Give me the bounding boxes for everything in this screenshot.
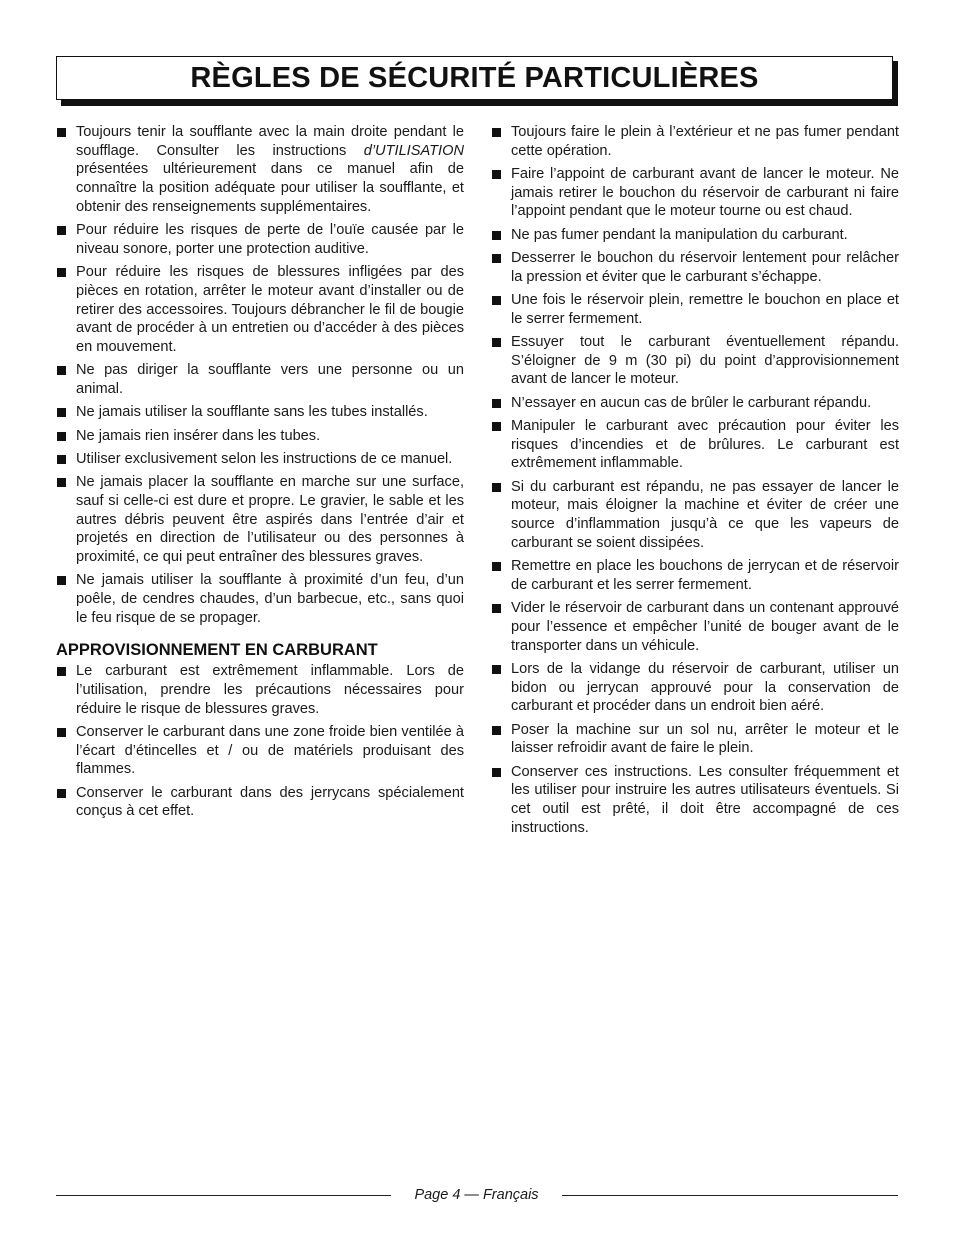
- list-item: [56, 427, 464, 446]
- item-text: Faire l’appoint de carburant avant de lancer le moteur. Ne jamais retirer le bouchon du réservoir de carburant ni faire l’appoint pendant que le moteur tourne ou est chaud.: [511, 166, 899, 220]
- list-item: [56, 123, 464, 217]
- right-column: [491, 123, 899, 842]
- square-bullet-icon: [492, 726, 501, 735]
- item-text: Utiliser exclusivement selon les instructions de ce manuel.: [76, 450, 453, 467]
- square-bullet-icon: [57, 128, 66, 137]
- item-text: Lors de la vidange du réservoir de carburant, utiliser un bidon ou jerrycan approuvé pour la conservation de carburant et procéder dans un endroit bien aéré.: [511, 660, 899, 715]
- list-item: [56, 263, 464, 357]
- square-bullet-icon: [492, 170, 501, 179]
- square-bullet-icon: [492, 604, 501, 613]
- item-text: Vider le réservoir de carburant dans un contenant approuvé pour l’essence et empêcher l’unité de bouger avant de le transporter dans un véhicule.: [511, 600, 899, 654]
- list-item: [56, 450, 464, 469]
- item-text: Remettre en place les bouchons de jerrycan et de réservoir de carburant et les serrer fermement.: [511, 558, 899, 593]
- square-bullet-icon: [492, 399, 501, 408]
- square-bullet-icon: [57, 268, 66, 277]
- square-bullet-icon: [57, 226, 66, 235]
- square-bullet-icon: [492, 254, 501, 263]
- fuel-section-heading: APPROVISIONNEMENT EN CARBURANT: [56, 641, 378, 660]
- list-item: [56, 221, 464, 258]
- item-text: Conserver le carburant dans une zone froide bien ventilée à l’écart d’étincelles et / ou de matériels produisant des flammes.: [76, 724, 464, 778]
- item-text: Poser la machine sur un sol nu, arrêter le moteur et le laisser refroidir avant de faire le plein.: [511, 721, 899, 757]
- item-text: Toujours faire le plein à l’extérieur et ne pas fumer pendant cette opération.: [511, 124, 899, 159]
- item-text-part: présentées ultérieurement dans ce manuel afin de connaître la position adéquate pour utiliser la soufflante, et obtenir des renseignements supplémentaires.: [76, 161, 464, 215]
- list-item: [491, 226, 899, 245]
- page-title: RÈGLES DE SÉCURITÉ PARTICULIÈRES: [190, 61, 759, 94]
- list-item: [491, 478, 899, 553]
- list-item: [56, 662, 464, 718]
- item-text: Pour réduire les risques de blessures infligées par des pièces en rotation, arrêter le moteur avant d’installer ou de retirer des accessoires. Toujours débrancher le fil de bougie avant de procéder à un entretien ou d’accéder à des pièces en mouvement.: [76, 264, 464, 355]
- list-item: [491, 333, 899, 389]
- item-text: N’essayer en aucun cas de brûler le carburant répandu.: [511, 394, 872, 411]
- list-item: [56, 403, 464, 422]
- square-bullet-icon: [57, 789, 66, 798]
- square-bullet-icon: [492, 768, 501, 777]
- list-item: [491, 123, 899, 160]
- square-bullet-icon: [492, 128, 501, 137]
- square-bullet-icon: [492, 562, 501, 571]
- footer-rule-left: [56, 1195, 391, 1196]
- item-text: Ne jamais placer la soufflante en marche sur une surface, sauf si celle-ci est dure et propre. Le gravier, le sable et les autres débris peuvent être aspirés dans l’entrée d’air et projetés en direction de l’utilisateur ou des personnes à proximité, ce qui peut entraîner des blessures graves.: [76, 474, 464, 565]
- list-item: [491, 660, 899, 716]
- square-bullet-icon: [57, 408, 66, 417]
- square-bullet-icon: [492, 665, 501, 674]
- item-text: Si du carburant est répandu, ne pas essayer de lancer le moteur, mais éloigner la machine et éviter de créer une source d’inflammation jusqu’à ce que les vapeurs de carburant se soient dissipées.: [511, 478, 899, 551]
- square-bullet-icon: [57, 432, 66, 441]
- list-item: [491, 763, 899, 838]
- item-text: Ne jamais utiliser la soufflante sans les tubes installés.: [76, 404, 428, 421]
- item-text: Desserrer le bouchon du réservoir lentement pour relâcher la pression et éviter que le carburant s’échappe.: [511, 250, 899, 285]
- item-text: Ne jamais utiliser la soufflante à proximité d’un feu, d’un poêle, de cendres chaudes, d’un barbecue, etc., sans quoi le feu risque de se propager.: [76, 572, 464, 626]
- square-bullet-icon: [492, 483, 501, 492]
- item-text: Ne pas fumer pendant la manipulation du carburant.: [511, 226, 848, 243]
- page-number-label: Page 4 — Français: [414, 1187, 539, 1203]
- square-bullet-icon: [492, 231, 501, 240]
- square-bullet-icon: [57, 576, 66, 585]
- item-text: Essuyer tout le carburant éventuellement répandu. S’éloigner de 9 m (30 pi) du point d’approvisionnement avant de lancer le moteur.: [511, 334, 899, 388]
- square-bullet-icon: [57, 728, 66, 737]
- footer-rule-right: [562, 1195, 898, 1196]
- title-box: [56, 56, 893, 100]
- list-item: [491, 291, 899, 328]
- item-emphasis: d’UTILISATION: [363, 142, 464, 159]
- list-item: [56, 784, 464, 821]
- square-bullet-icon: [57, 366, 66, 375]
- list-item: [56, 571, 464, 627]
- left-column: [56, 123, 464, 826]
- list-item: [491, 721, 899, 758]
- square-bullet-icon: [492, 422, 501, 431]
- fuel-rules-list: [56, 662, 464, 821]
- list-item: [56, 473, 464, 567]
- list-item: [491, 417, 899, 473]
- item-text: Ne pas diriger la soufflante vers une personne ou un animal.: [76, 362, 464, 397]
- item-text: Ne jamais rien insérer dans les tubes.: [76, 427, 321, 444]
- item-text-part: Toujours tenir la soufflante avec la main droite pendant le soufflage. Consulter les instructions: [76, 124, 464, 159]
- safety-rules-list: [56, 123, 464, 627]
- item-text: Pour réduire les risques de perte de l’ouïe causée par le niveau sonore, porter une protection auditive.: [76, 222, 464, 257]
- square-bullet-icon: [492, 296, 501, 305]
- list-item: [491, 249, 899, 286]
- item-text: Conserver le carburant dans des jerrycans spécialement conçus à cet effet.: [76, 784, 464, 820]
- square-bullet-icon: [57, 478, 66, 487]
- page-footer: [56, 1186, 898, 1204]
- list-item: [56, 723, 464, 779]
- square-bullet-icon: [57, 455, 66, 464]
- item-text: Une fois le réservoir plein, remettre le bouchon en place et le serrer fermement.: [511, 292, 899, 327]
- item-text: Conserver ces instructions. Les consulter fréquemment et les utiliser pour instruire les autres utilisateurs éventuels. Si cet outil est prêté, il doit être accompagné de ces instructions.: [511, 763, 899, 836]
- fuel-handling-list: [491, 123, 899, 837]
- list-item: [491, 165, 899, 221]
- item-text: Manipuler le carburant avec précaution pour éviter les risques d’incendies et de brûlures. Le carburant est extrêmement inflammable.: [511, 418, 899, 472]
- page-title-banner: [56, 56, 898, 106]
- list-item: [491, 394, 899, 413]
- item-text: Le carburant est extrêmement inflammable. Lors de l’utilisation, prendre les précautions nécessaires pour réduire le risque de blessures graves.: [76, 663, 464, 717]
- square-bullet-icon: [57, 667, 66, 676]
- square-bullet-icon: [492, 338, 501, 347]
- list-item: [491, 599, 899, 655]
- list-item: [56, 361, 464, 398]
- list-item: [491, 557, 899, 594]
